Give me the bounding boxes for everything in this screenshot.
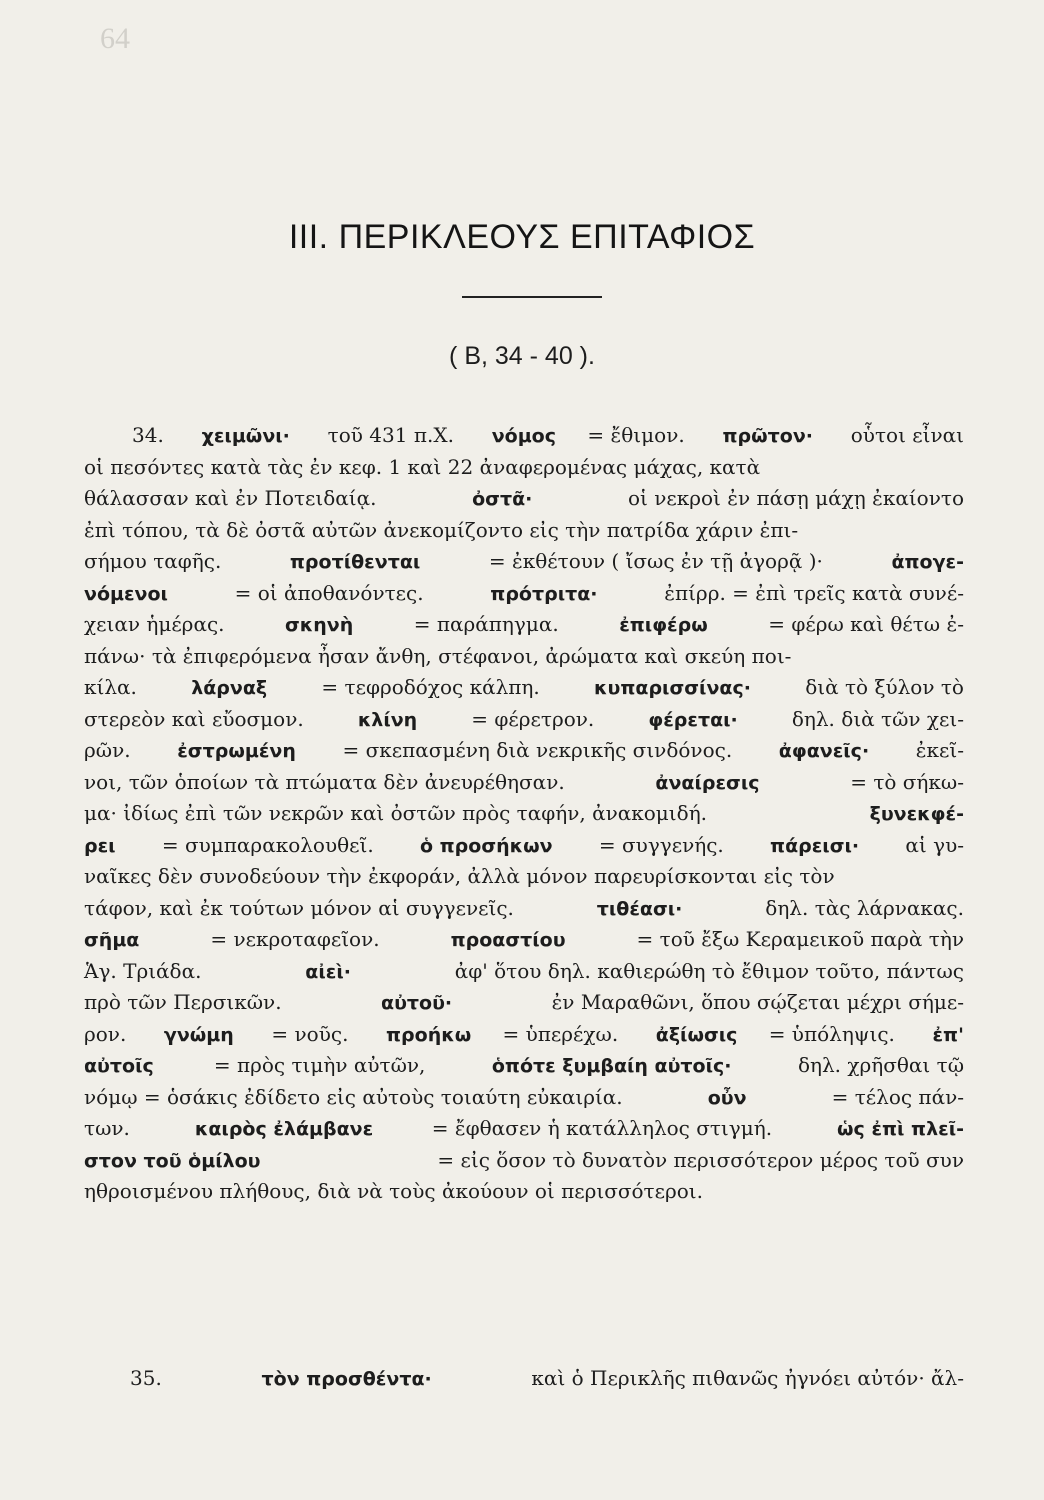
title-rule <box>462 296 602 298</box>
text-segment: = πρὸς τιμὴν αὐτῶν, <box>213 1053 432 1077</box>
text-segment: τάφον, καὶ ἐκ τούτων μόνον αἱ συγγενεῖς. <box>84 895 521 920</box>
text-segment: καὶ ὁ Περικλῆς πιθανῶς ἠγνόει αὐτόν· ἄλ- <box>525 1366 964 1390</box>
lemma-term: νόμενοι <box>84 582 168 605</box>
text-segment: = τεφροδόχος κάλπη. <box>315 675 547 699</box>
text-segment: τοῦ 431 π.Χ. <box>321 423 461 447</box>
text-segment: νόμῳ = ὁσάκις ἐδίδετο εἰς αὐτοὺς τοιαύτη εὐκαιρία. <box>84 1084 630 1109</box>
text-segment: ναῖκες δὲν συνοδεύουν τὴν ἐκφοράν, ἀλλὰ μόνον παρευρίσκονται εἰς τὸν <box>84 864 835 888</box>
lemma-term: ρει <box>84 834 116 857</box>
text-segment: σήμου ταφῆς. <box>84 549 228 573</box>
text-segment: = ὑπόληψις. <box>768 1021 902 1046</box>
text-segment: = σκεπασμένη διὰ νεκρικῆς σινδόνος. <box>336 738 739 762</box>
text-segment: = νεκροταφεῖον. <box>203 927 386 951</box>
text-segment: = οἱ ἀποθανόντες. <box>228 580 430 605</box>
lemma-term: πάρεισι· <box>770 834 860 857</box>
text-segment: = ἔφθασεν ἡ κατάλληλος στιγμή. <box>431 1116 779 1140</box>
text-line <box>84 672 964 704</box>
text-line <box>84 1113 964 1145</box>
text-segment: = ὑπερέχω. <box>502 1021 625 1046</box>
lemma-term: ὀστᾶ· <box>472 488 533 510</box>
lemma-term: προήκω <box>386 1023 472 1046</box>
text-segment: = τὸ σήκω- <box>843 769 964 794</box>
text-line <box>84 420 964 452</box>
text-segment: δηλ. διὰ τῶν χει- <box>785 706 964 731</box>
text-segment: νοι, τῶν ὁποίων τὰ πτώματα δὲν ἀνευρέθησαν. <box>84 769 572 794</box>
text-segment: ρον. <box>84 1021 133 1046</box>
text-segment: ἐκεῖ- <box>909 738 964 762</box>
lemma-term: προτίθενται <box>289 551 421 573</box>
text-segment: οἱ πεσόντες κατὰ τὰς ἐν κεφ. 1 καὶ 22 ἀναφερομένας μάχας, κατὰ <box>84 454 761 479</box>
text-line <box>84 704 964 736</box>
text-line <box>84 987 964 1019</box>
text-segment: = συμπαρακολουθεῖ. <box>155 832 381 857</box>
lemma-term: ἐπ' <box>932 1023 964 1046</box>
text-line <box>84 546 964 578</box>
lemma-term: κλίνη <box>357 708 418 731</box>
text-line <box>84 767 964 799</box>
lemma-term: στον τοῦ ὁμίλου <box>84 1149 261 1172</box>
text-line <box>84 798 964 830</box>
text-segment: κίλα. <box>84 675 144 699</box>
text-segment: = φέρετρον. <box>464 706 601 731</box>
text-segment: = ἔθιμον. <box>587 423 692 447</box>
text-segment: ἐπίρρ. = ἐπὶ τρεῖς κατὰ συνέ- <box>657 580 964 605</box>
text-segment: = νοῦς. <box>265 1021 355 1046</box>
lemma-term: προαστίου <box>450 929 566 951</box>
text-segment: ρῶν. <box>84 738 137 762</box>
text-segment: 34. <box>132 423 171 447</box>
text-segment: ηθροισμένου πλήθους, διὰ νὰ τοὺς ἀκούουν οἱ περισσότεροι. <box>84 1179 703 1203</box>
text-segment: ἐν Μαραθῶνι, ὅπου σῴζεται μέχρι σήμε- <box>545 990 964 1014</box>
text-line <box>84 515 964 547</box>
text-line <box>84 452 964 484</box>
text-segment: θάλασσαν καὶ ἐν Ποτειδαίᾳ. <box>84 486 383 510</box>
lemma-term: πρότριτα· <box>490 582 598 605</box>
text-line <box>84 735 964 767</box>
lemma-term: τιθέασι· <box>596 897 683 920</box>
text-segment: πάνω· τὰ ἐπιφερόμενα ἦσαν ἄνθη, στέφανοι, ἀρώματα καὶ σκεύη ποι- <box>84 643 792 668</box>
lemma-term: λάρναξ <box>191 677 268 699</box>
text-segment: οὗτοι εἶναι <box>844 423 964 447</box>
lemma-term: γνώμη <box>163 1023 234 1046</box>
lemma-term: τὸν προσθέντα· <box>261 1368 432 1390</box>
lemma-term: αὐτοῦ· <box>381 992 453 1014</box>
text-line <box>84 1145 964 1177</box>
text-segment: = ἐκθέτουν ( ἴσως ἐν τῇ ἀγορᾷ )· <box>482 549 830 573</box>
commentary-paragraph-35 <box>130 1362 964 1395</box>
text-segment: δηλ. χρῆσθαι τῷ <box>791 1053 964 1077</box>
lemma-term: αὐτοῖς <box>84 1055 154 1077</box>
text-line <box>84 1082 964 1114</box>
lemma-term: ἀπογε- <box>891 551 964 573</box>
text-line <box>84 893 964 925</box>
chapter-subtitle: ( Β, 34 - 40 ). <box>449 342 595 370</box>
lemma-term: ἐστρωμένη <box>177 740 296 762</box>
text-line <box>84 956 964 988</box>
text-segment: οἱ νεκροὶ ἐν πάσῃ μάχῃ ἐκαίοντο <box>621 486 964 510</box>
text-segment: 35. <box>130 1366 169 1390</box>
lemma-term: ἀφανεῖς· <box>778 740 870 762</box>
lemma-term: ὁ προσήκων <box>419 834 553 857</box>
text-segment: = συγγενής. <box>592 832 731 857</box>
text-line <box>84 1019 964 1051</box>
lemma-term: σκηνὴ <box>284 614 354 636</box>
text-segment: αἱ γυ- <box>899 832 964 857</box>
text-segment: ἐπὶ τόπου, τὰ δὲ ὀστᾶ αὐτῶν ἀνεκομίζοντο εἰς τὴν πατρίδα χάριν ἐπι- <box>84 517 799 542</box>
lemma-term: ἀναίρεσις <box>655 771 760 794</box>
text-segment: στερεὸν καὶ εὔοσμον. <box>84 706 311 731</box>
lemma-term: καιρὸς ἐλάμβανε <box>194 1118 374 1140</box>
text-segment: = παράπηγμα. <box>407 612 566 636</box>
text-segment: = τοῦ ἔξω Κεραμεικοῦ παρὰ τὴν <box>630 927 964 951</box>
text-line <box>84 578 964 610</box>
lemma-term: ξυνεκφέ- <box>869 803 964 825</box>
text-segment: ἀφ' ὅτου δηλ. καθιερώθη τὸ ἔθιμον τοῦτο, πάντως <box>448 958 964 983</box>
lemma-term: οὖν <box>707 1086 747 1109</box>
text-line <box>84 861 964 893</box>
lemma-term: ὁπότε ξυμβαίη αὐτοῖς· <box>491 1055 732 1077</box>
text-line <box>84 830 964 862</box>
text-segment: μα· ἰδίως ἐπὶ τῶν νεκρῶν καὶ ὀστῶν πρὸς ταφήν, ἀνακομιδή. <box>84 801 714 825</box>
lemma-term: κυπαρισσίνας· <box>594 677 751 699</box>
text-segment: χειαν ἡμέρας. <box>84 612 231 636</box>
lemma-term: ἀξίωσις <box>655 1023 738 1046</box>
page-number: 64 <box>100 22 130 55</box>
text-segment: δηλ. τὰς λάρνακας. <box>758 895 964 920</box>
text-segment: διὰ τὸ ξύλον τὸ <box>798 675 964 699</box>
lemma-term: ὡς ἐπὶ πλεῖ- <box>837 1118 964 1140</box>
chapter-title: III. ΠΕΡΙΚΛΕΟΥΣ ΕΠΙΤΑΦΙΟΣ <box>288 218 756 256</box>
text-segment: Ἁγ. Τριάδα. <box>84 958 208 983</box>
text-line <box>84 924 964 956</box>
text-segment: = τέλος πάν- <box>825 1084 964 1109</box>
text-line <box>84 641 964 673</box>
lemma-term: πρῶτον· <box>722 425 813 447</box>
text-line <box>84 1176 964 1208</box>
text-segment: = εἰς ὅσον τὸ δυνατὸν περισσότερον μέρος τοῦ συν <box>437 1147 964 1172</box>
commentary-paragraph-34 <box>84 420 964 1208</box>
lemma-term: χειμῶνι· <box>201 425 290 447</box>
lemma-term: φέρεται· <box>648 708 738 731</box>
text-segment: = φέρω καὶ θέτω ἐ- <box>761 612 964 636</box>
lemma-term: αἰεὶ· <box>305 960 351 983</box>
text-segment: των. <box>84 1116 137 1140</box>
lemma-term: ἐπιφέρω <box>619 614 708 636</box>
lemma-term: σῆμα <box>84 929 140 951</box>
text-line <box>84 609 964 641</box>
text-line <box>84 1050 964 1082</box>
text-line <box>84 483 964 515</box>
lemma-term: νόμος <box>491 425 556 447</box>
text-segment: πρὸ τῶν Περσικῶν. <box>84 990 288 1014</box>
